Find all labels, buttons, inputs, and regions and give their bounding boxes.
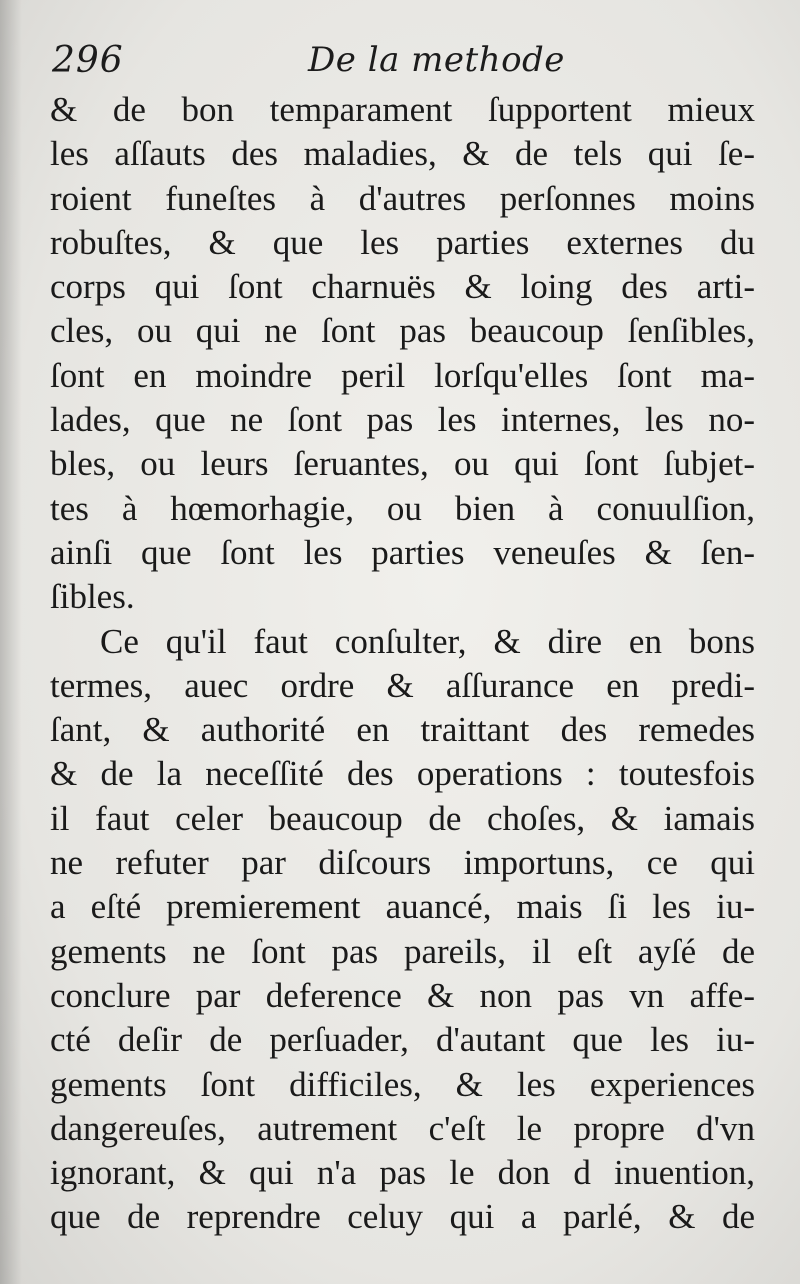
text-line: ignorant, & qui n'a pas le don d inuention, <box>50 1153 755 1193</box>
text-line: ainſi que ſont les parties veneuſes & ſen- <box>50 532 755 572</box>
text-line: ſant, & authorité en traittant des remedes <box>50 710 755 750</box>
text-line: conclure par deference & non pas vn affe- <box>50 975 755 1015</box>
text-line: cles, ou qui ne ſont pas beaucoup ſenſibles, <box>50 311 755 351</box>
text-line: a eſté premierement auancé, mais ſi les iu- <box>50 887 755 927</box>
paragraph-end-line: ſibles. <box>50 577 135 617</box>
text-line: tes à hœmorhagie, ou bien à conuulſion, <box>50 488 755 528</box>
text-line: & de la neceſſité des operations : toutesfois <box>50 754 755 794</box>
page-number: 296 <box>52 40 124 81</box>
text-line: robuſtes, & que les parties externes du <box>50 222 755 262</box>
text-line: & de bon temparament ſupportent mieux <box>50 90 755 129</box>
text-line: il faut celer beaucoup de choſes, & iamais <box>50 798 755 838</box>
text-line: gements ſont difficiles, & les experiences <box>50 1064 755 1104</box>
paragraph-start-line: Ce qu'il faut conſulter, & dire en bons <box>100 621 755 661</box>
text-line: les aſſauts des maladies, & de tels qui ſe- <box>50 134 755 174</box>
page-header <box>0 30 800 90</box>
text-line: gements ne ſont pas pareils, il eſt ayſé de <box>50 931 755 971</box>
text-line: ne refuter par diſcours importuns, ce qui <box>50 843 755 883</box>
text-line: bles, ou leurs ſeruantes, ou qui ſont ſubjet- <box>50 444 755 484</box>
text-line: cté deſir de perſuader, d'autant que les iu- <box>50 1020 755 1060</box>
text-line: lades, que ne ſont pas les internes, les no- <box>50 400 755 440</box>
text-line: corps qui ſont charnuës & loing des arti- <box>50 267 755 307</box>
text-line: ſont en moindre peril lorſqu'elles ſont ma- <box>50 355 755 395</box>
text-line: termes, auec ordre & aſſurance en predi- <box>50 665 755 705</box>
text-line: roient funeſtes à d'autres perſonnes moins <box>50 178 755 218</box>
text-line: dangereuſes, autrement c'eſt le propre d'vn <box>50 1108 755 1148</box>
body-text <box>50 88 755 1240</box>
running-head: De la methode <box>308 40 565 80</box>
gutter-shadow <box>0 0 22 1284</box>
text-line: que de reprendre celuy qui a parlé, & de <box>50 1197 755 1237</box>
